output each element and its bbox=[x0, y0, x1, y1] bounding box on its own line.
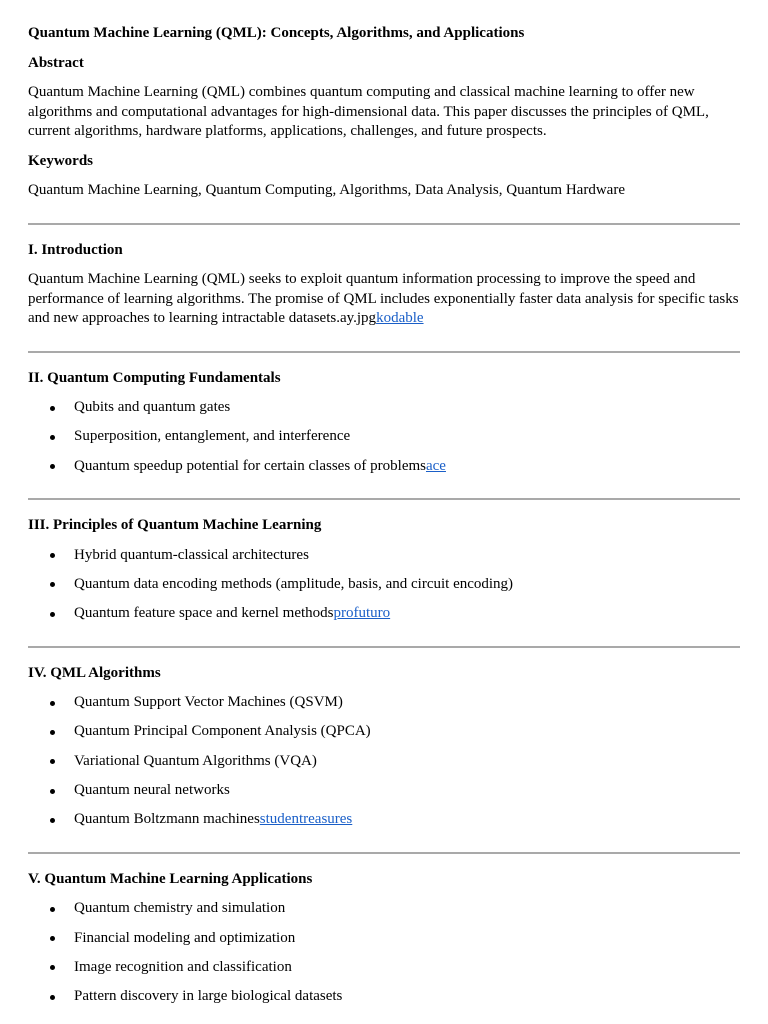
paragraph-text: Quantum Machine Learning (QML) seeks to exploit quantum information processing to improve the speed and performance of learning algorithms. The promise of QML includes exponentially faster data analysis for specific tasks and new approaches to learning intractable datasets.ay.jpg bbox=[28, 271, 739, 326]
bullet-icon bbox=[50, 406, 55, 411]
section-heading: IV. QML Algorithms bbox=[28, 664, 161, 681]
section-heading: II. Quantum Computing Fundamentals bbox=[28, 369, 281, 386]
keywords-heading: Keywords bbox=[28, 152, 93, 169]
section-introduction bbox=[28, 241, 740, 329]
bullet-list bbox=[28, 899, 740, 1006]
reference-link[interactable]: studentreasures bbox=[259, 811, 353, 828]
bullet-list bbox=[28, 398, 740, 476]
list-item bbox=[28, 929, 740, 949]
bullet-icon bbox=[50, 612, 55, 617]
section-divider bbox=[28, 498, 740, 500]
list-item-text: Quantum data encoding methods (amplitude, basis, and circuit encoding) bbox=[74, 575, 514, 592]
bullet-list bbox=[28, 546, 740, 624]
bullet-icon bbox=[50, 553, 55, 558]
bullet-icon bbox=[50, 789, 55, 794]
section-divider bbox=[28, 351, 740, 353]
section-divider bbox=[28, 223, 740, 225]
bullet-icon bbox=[50, 818, 55, 823]
list-item-text: Image recognition and classification bbox=[74, 958, 292, 975]
list-item-text: Quantum Support Vector Machines (QSVM) bbox=[74, 694, 343, 711]
list-item bbox=[28, 958, 740, 978]
section-qml-algorithms bbox=[28, 664, 740, 830]
bullet-icon bbox=[50, 730, 55, 735]
section-paragraph bbox=[28, 270, 740, 329]
list-item bbox=[28, 987, 740, 1007]
list-item bbox=[28, 899, 740, 919]
section-qml-applications bbox=[28, 870, 740, 1007]
list-item bbox=[28, 604, 740, 624]
section-heading: III. Principles of Quantum Machine Learning bbox=[28, 517, 322, 534]
reference-link[interactable]: ace bbox=[425, 457, 446, 474]
list-item bbox=[28, 810, 740, 830]
list-item-text: Variational Quantum Algorithms (VQA) bbox=[74, 752, 317, 769]
bullet-icon bbox=[50, 701, 55, 706]
bullet-icon bbox=[50, 582, 55, 587]
list-item bbox=[28, 457, 740, 477]
abstract-text: Quantum Machine Learning (QML) combines quantum computing and classical machine learning to offer new algorithms and computational advantages for high-dimensional data. This paper discusses the principles of QML, current algorithms, hardware platforms, applications, challenges, and future prospects. bbox=[28, 84, 709, 139]
abstract-heading: Abstract bbox=[28, 54, 84, 71]
list-item bbox=[28, 752, 740, 772]
list-item-text: Quantum Principal Component Analysis (QPCA) bbox=[74, 723, 371, 740]
list-item bbox=[28, 427, 740, 447]
list-item bbox=[28, 722, 740, 742]
list-item-text: Pattern discovery in large biological datasets bbox=[74, 988, 343, 1005]
list-item-text: Quantum chemistry and simulation bbox=[74, 900, 286, 917]
section-heading: V. Quantum Machine Learning Applications bbox=[28, 870, 313, 887]
list-item-text: Quantum Boltzmann machines bbox=[74, 811, 260, 828]
bullet-icon bbox=[50, 965, 55, 970]
bullet-icon bbox=[50, 759, 55, 764]
list-item bbox=[28, 693, 740, 713]
section-heading: I. Introduction bbox=[28, 241, 123, 258]
list-item-text: Hybrid quantum-classical architectures bbox=[74, 546, 309, 563]
keywords-text: Quantum Machine Learning, Quantum Computing, Algorithms, Data Analysis, Quantum Hardware bbox=[28, 182, 625, 198]
list-item-text: Quantum feature space and kernel methods bbox=[74, 605, 334, 622]
section-divider bbox=[28, 646, 740, 648]
document-title: Quantum Machine Learning (QML): Concepts, Algorithms, and Applications bbox=[28, 25, 525, 41]
list-item-text: Quantum neural networks bbox=[74, 782, 230, 799]
section-quantum-computing-fundamentals bbox=[28, 369, 740, 477]
reference-link[interactable]: profuturo bbox=[333, 605, 391, 622]
list-item-text: Qubits and quantum gates bbox=[74, 399, 231, 415]
list-item bbox=[28, 781, 740, 801]
list-item bbox=[28, 575, 740, 595]
section-divider bbox=[28, 852, 740, 854]
bullet-icon bbox=[50, 907, 55, 912]
bullet-icon bbox=[50, 464, 55, 469]
list-item bbox=[28, 546, 740, 566]
bullet-list bbox=[28, 693, 740, 830]
section-principles-of-qml bbox=[28, 516, 740, 624]
list-item-text: Quantum speedup potential for certain classes of problems bbox=[74, 457, 426, 474]
bullet-icon bbox=[50, 936, 55, 941]
list-item-text: Superposition, entanglement, and interference bbox=[74, 428, 351, 445]
bullet-icon bbox=[50, 995, 55, 1000]
list-item bbox=[28, 398, 740, 418]
bullet-icon bbox=[50, 435, 55, 440]
list-item-text: Financial modeling and optimization bbox=[74, 929, 296, 946]
reference-link[interactable]: kodable bbox=[376, 310, 424, 326]
